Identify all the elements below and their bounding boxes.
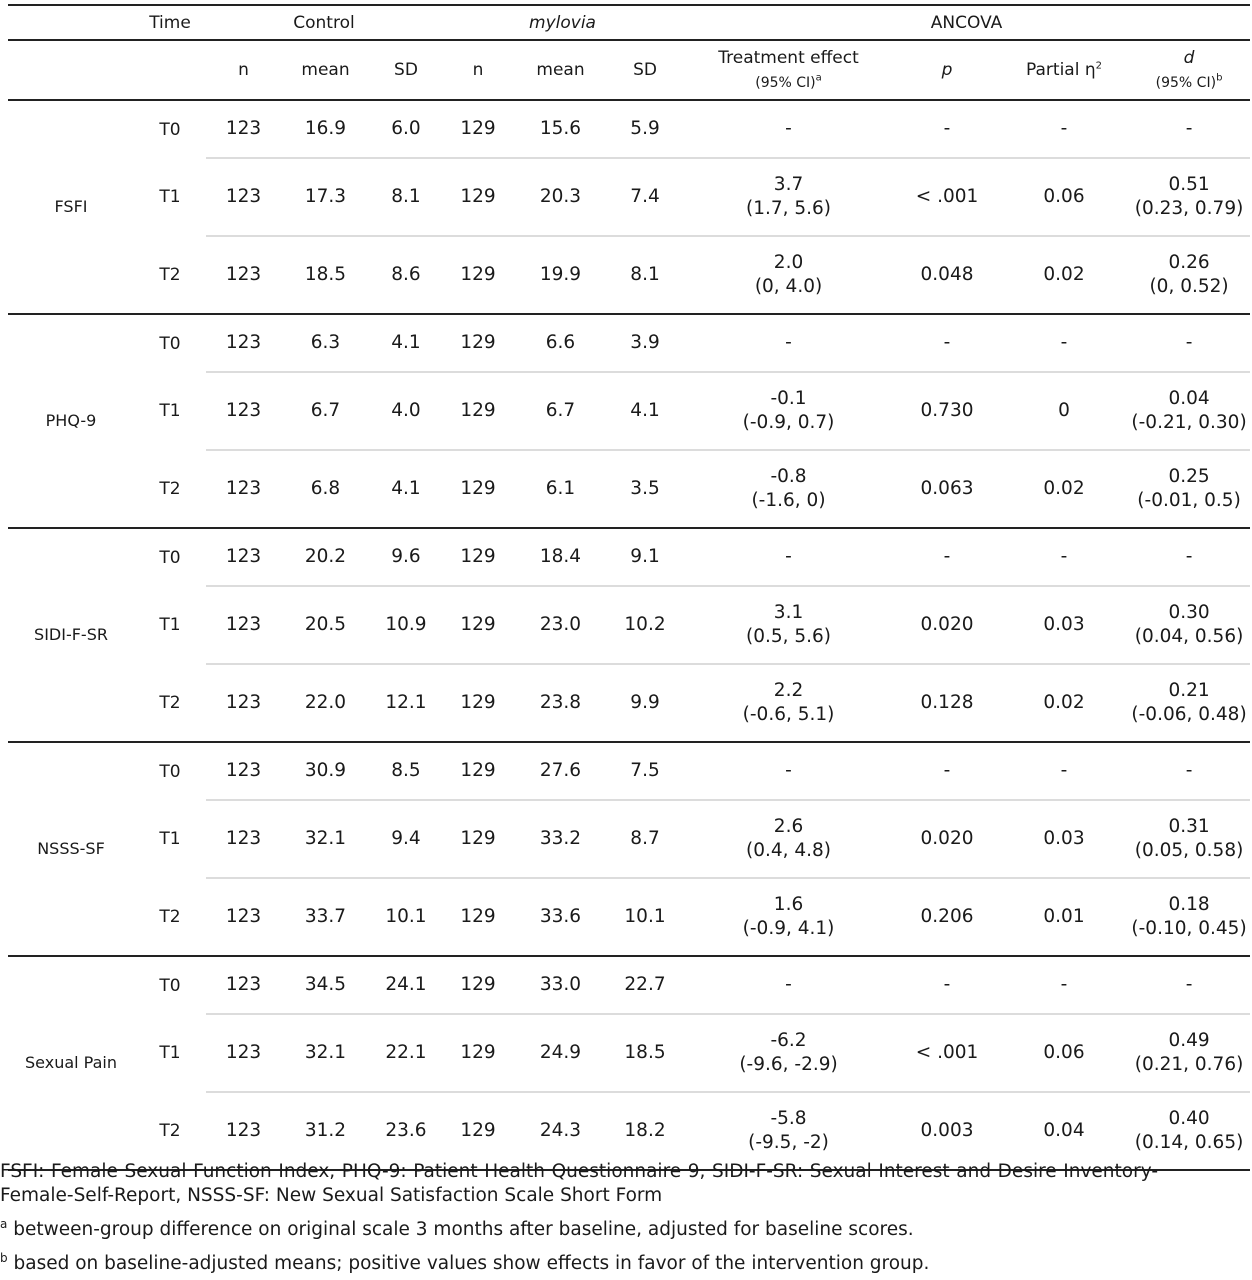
cell-partial-eta: - (1000, 100, 1128, 158)
treatment-effect-ci: (-1.6, 0) (751, 490, 826, 511)
d-value: 0.25 (1168, 466, 1210, 487)
cell-control-mean: 6.7 (281, 372, 370, 450)
cell-control-mean: 6.3 (281, 314, 370, 372)
cell-mylovia-mean: 27.6 (514, 742, 607, 800)
cell-control-n: 123 (206, 742, 281, 800)
treatment-effect-label: Treatment effect (718, 47, 859, 68)
col-control-mean: mean (281, 40, 370, 100)
treatment-effect-value: - (785, 974, 792, 995)
cell-control-sd: 4.0 (370, 372, 442, 450)
table-row (8, 236, 1250, 314)
d-ci: (0.04, 0.56) (1134, 626, 1244, 647)
time-cell: T2 (134, 1092, 206, 1170)
d-value: - (1185, 332, 1193, 353)
cell-control-sd: 23.6 (370, 1092, 442, 1170)
table-row (8, 1014, 1250, 1092)
cell-mylovia-n: 129 (442, 372, 514, 450)
cell-control-sd: 24.1 (370, 956, 442, 1014)
treatment-effect-ci: (1.7, 5.6) (745, 198, 832, 219)
cell-control-sd: 6.0 (370, 100, 442, 158)
treatment-effect-ci-label: (95% CI) (755, 74, 816, 91)
time-cell: T1 (159, 615, 181, 635)
time-cell: T1 (159, 187, 181, 207)
col-treatment-effect (683, 40, 894, 100)
cell-p: - (894, 314, 1000, 372)
cell-d (1128, 664, 1250, 742)
cell-partial-eta: 0.03 (1000, 800, 1128, 878)
cell-control-sd: 22.1 (370, 1014, 442, 1092)
cell-mylovia-mean: 24.3 (514, 1092, 607, 1170)
group-label: SIDI-F-SR (8, 528, 134, 742)
time-cell: T2 (134, 664, 206, 742)
d-value: - (1185, 546, 1193, 567)
footnote-b-mark: b (0, 1251, 8, 1266)
time-cell: T2 (134, 878, 206, 956)
abbreviations-note: FSFI: Female Sexual Function Index, PHQ-9: Patient Health Questionnaire 9, SIDI-F-SR: Sexual Interest and Desire Inventory-Female-Self-Report, NSSS-SF: New Sexual Satisfaction Scale Short Form (0, 1161, 1158, 1206)
d-ci: (0.14, 0.65) (1134, 1132, 1244, 1153)
cell-treatment-effect (683, 450, 894, 528)
cell-d (1128, 1014, 1250, 1092)
cell-control-n: 123 (206, 158, 281, 236)
cell-partial-eta: - (1000, 528, 1128, 586)
cell-mylovia-mean: 24.9 (514, 1014, 607, 1092)
d-ci: (0.05, 0.58) (1134, 840, 1244, 861)
d-value: 0.30 (1168, 602, 1210, 623)
cell-treatment-effect (683, 372, 894, 450)
cell-mylovia-mean: 23.0 (514, 586, 607, 664)
cell-p: < .001 (894, 158, 1000, 236)
cell-mylovia-sd: 18.2 (607, 1092, 683, 1170)
cell-partial-eta: - (1000, 956, 1128, 1014)
cell-mylovia-mean: 23.8 (514, 664, 607, 742)
cell-p: 0.063 (894, 450, 1000, 528)
cell-mylovia-n: 129 (442, 1092, 514, 1170)
time-cell: T2 (134, 450, 206, 528)
footnote-a-marker: a (815, 71, 822, 83)
d-value: 0.51 (1168, 174, 1210, 195)
cell-mylovia-mean: 33.6 (514, 878, 607, 956)
cell-mylovia-mean: 33.2 (514, 800, 607, 878)
cell-mylovia-sd: 9.9 (607, 664, 683, 742)
cell-treatment-effect (683, 586, 894, 664)
cell-control-mean: 20.5 (281, 586, 370, 664)
cell-mylovia-sd: 10.2 (607, 586, 683, 664)
footnote-b-marker: b (1216, 71, 1223, 83)
cell-p: - (894, 100, 1000, 158)
results-table (8, 4, 1250, 1171)
cell-p: - (894, 956, 1000, 1014)
cell-mylovia-n: 129 (442, 664, 514, 742)
cell-treatment-effect (683, 236, 894, 314)
treatment-effect-value: - (785, 332, 792, 353)
cell-mylovia-n: 129 (442, 158, 514, 236)
treatment-effect-ci: (-0.6, 5.1) (742, 704, 835, 725)
time-cell: T0 (159, 119, 181, 140)
cell-mylovia-n: 129 (442, 586, 514, 664)
table-row (8, 956, 1250, 1014)
cell-control-mean: 31.2 (281, 1092, 370, 1170)
partial-eta-label: Partial η (1026, 60, 1096, 80)
cell-mylovia-n: 129 (442, 450, 514, 528)
cell-mylovia-sd: 3.5 (607, 450, 683, 528)
cell-control-sd: 8.1 (370, 158, 442, 236)
table-row (8, 314, 1250, 372)
d-value: 0.21 (1168, 680, 1210, 701)
treatment-effect-value: 2.2 (773, 680, 804, 701)
d-ci: (-0.01, 0.5) (1137, 490, 1241, 511)
cell-control-sd: 12.1 (370, 664, 442, 742)
header-control: Control (206, 5, 442, 40)
cell-d (1128, 1092, 1250, 1170)
d-ci-label: (95% CI) (1155, 74, 1217, 91)
treatment-effect-ci: (-9.5, -2) (748, 1132, 829, 1153)
header-row (8, 5, 1250, 40)
footnote-b-text: based on baseline-adjusted means; positive values show effects in favor of the intervention group. (7, 1253, 930, 1275)
header-mylovia: mylovia (442, 5, 683, 40)
group-label: Sexual Pain (8, 956, 134, 1170)
cell-mylovia-sd: 10.1 (607, 878, 683, 956)
cell-control-mean: 34.5 (281, 956, 370, 1014)
table-row (8, 1092, 1250, 1170)
cell-mylovia-n: 129 (442, 236, 514, 314)
d-value: - (1185, 760, 1193, 781)
cell-control-n: 123 (206, 664, 281, 742)
cell-control-n: 123 (206, 236, 281, 314)
cell-treatment-effect (683, 956, 894, 1014)
col-control-sd: SD (370, 40, 442, 100)
cell-control-sd: 9.6 (370, 528, 442, 586)
cell-partial-eta: 0.01 (1000, 878, 1128, 956)
treatment-effect-ci: (-0.9, 0.7) (742, 412, 835, 433)
d-value: 0.49 (1168, 1030, 1210, 1051)
cell-p: 0.730 (894, 372, 1000, 450)
cell-d (1128, 372, 1250, 450)
d-value: 0.31 (1168, 816, 1210, 837)
cell-mylovia-sd: 8.7 (607, 800, 683, 878)
cell-mylovia-sd: 8.1 (607, 236, 683, 314)
time-cell: T2 (134, 236, 206, 314)
group-label: NSSS-SF (8, 742, 134, 956)
footnote-a-mark: a (0, 1217, 8, 1231)
cell-partial-eta: - (1000, 742, 1128, 800)
cell-mylovia-sd: 18.5 (607, 1014, 683, 1092)
cell-d (1128, 314, 1250, 372)
treatment-effect-ci: (-9.6, -2.9) (739, 1054, 838, 1075)
cell-control-sd: 9.4 (370, 800, 442, 878)
cell-d (1128, 800, 1250, 878)
cell-mylovia-mean: 15.6 (514, 100, 607, 158)
table-row (8, 372, 1250, 450)
cell-mylovia-n: 129 (442, 800, 514, 878)
cell-mylovia-sd: 9.1 (607, 528, 683, 586)
cell-mylovia-mean: 18.4 (514, 528, 607, 586)
cell-partial-eta: 0.02 (1000, 664, 1128, 742)
cell-control-mean: 20.2 (281, 528, 370, 586)
cell-p: - (894, 528, 1000, 586)
cell-mylovia-mean: 33.0 (514, 956, 607, 1014)
treatment-effect-value: 3.1 (773, 602, 804, 623)
table-row (8, 100, 1250, 158)
time-cell: T0 (159, 547, 181, 568)
treatment-effect-ci: (0.4, 4.8) (745, 840, 832, 861)
table-row (8, 742, 1250, 800)
cell-control-mean: 33.7 (281, 878, 370, 956)
time-cell: T1 (159, 1043, 181, 1063)
p-label: p (941, 60, 953, 80)
table-row (8, 586, 1250, 664)
time-cell: T1 (159, 401, 181, 421)
cell-mylovia-mean: 20.3 (514, 158, 607, 236)
cell-mylovia-n: 129 (442, 528, 514, 586)
subheader-row (8, 40, 1250, 100)
cell-partial-eta: 0.02 (1000, 450, 1128, 528)
group-label: FSFI (8, 100, 134, 314)
d-value: 0.18 (1168, 894, 1210, 915)
time-cell: T0 (159, 333, 181, 354)
cell-treatment-effect (683, 878, 894, 956)
cell-control-sd: 10.9 (370, 586, 442, 664)
cell-p: 0.020 (894, 800, 1000, 878)
col-partial-eta (1000, 40, 1128, 100)
cell-p: 0.128 (894, 664, 1000, 742)
header-ancova: ANCOVA (683, 5, 1250, 40)
footnote-b (0, 1246, 1158, 1276)
cell-p: < .001 (894, 1014, 1000, 1092)
cell-mylovia-n: 129 (442, 1014, 514, 1092)
cell-mylovia-n: 129 (442, 956, 514, 1014)
cell-d (1128, 742, 1250, 800)
cell-control-sd: 8.5 (370, 742, 442, 800)
table-row (8, 800, 1250, 878)
cell-treatment-effect (683, 314, 894, 372)
cell-mylovia-sd: 7.5 (607, 742, 683, 800)
cell-d (1128, 450, 1250, 528)
cell-control-n: 123 (206, 1014, 281, 1092)
cell-partial-eta: 0.02 (1000, 236, 1128, 314)
col-mylovia-sd: SD (607, 40, 683, 100)
d-ci: (-0.06, 0.48) (1131, 704, 1247, 725)
cell-control-mean: 30.9 (281, 742, 370, 800)
cell-mylovia-n: 129 (442, 878, 514, 956)
cell-d (1128, 956, 1250, 1014)
d-ci: (0.21, 0.76) (1134, 1054, 1244, 1075)
cell-treatment-effect (683, 1092, 894, 1170)
cell-mylovia-mean: 6.6 (514, 314, 607, 372)
cell-control-n: 123 (206, 1092, 281, 1170)
cell-p: 0.206 (894, 878, 1000, 956)
cell-partial-eta: - (1000, 314, 1128, 372)
treatment-effect-value: 2.0 (773, 252, 804, 273)
cell-control-sd: 4.1 (370, 450, 442, 528)
col-p (894, 40, 1000, 100)
cell-treatment-effect (683, 1014, 894, 1092)
cell-control-sd: 8.6 (370, 236, 442, 314)
header-empty (8, 5, 134, 40)
d-ci: (-0.21, 0.30) (1131, 412, 1247, 433)
treatment-effect-ci: (-0.9, 4.1) (742, 918, 835, 939)
d-ci: (-0.10, 0.45) (1131, 918, 1247, 939)
cell-mylovia-mean: 6.1 (514, 450, 607, 528)
cell-d (1128, 528, 1250, 586)
d-value: 0.40 (1168, 1108, 1210, 1129)
cell-d (1128, 586, 1250, 664)
cell-control-sd: 10.1 (370, 878, 442, 956)
cell-partial-eta: 0.04 (1000, 1092, 1128, 1170)
cell-p: - (894, 742, 1000, 800)
header-time: Time (134, 5, 206, 40)
footnote-a (0, 1212, 1158, 1242)
cell-mylovia-sd: 22.7 (607, 956, 683, 1014)
cell-control-n: 123 (206, 878, 281, 956)
partial-eta-superscript: 2 (1095, 60, 1102, 72)
cell-mylovia-mean: 19.9 (514, 236, 607, 314)
group-label: PHQ-9 (8, 314, 134, 528)
table-row (8, 158, 1250, 236)
table-row (8, 450, 1250, 528)
treatment-effect-value: - (785, 118, 792, 139)
cell-control-n: 123 (206, 528, 281, 586)
treatment-effect-value: 2.6 (773, 816, 804, 837)
cell-control-n: 123 (206, 800, 281, 878)
cell-partial-eta: 0.06 (1000, 158, 1128, 236)
cell-control-n: 123 (206, 450, 281, 528)
d-value: 0.04 (1168, 388, 1210, 409)
d-ci: (0, 0.52) (1149, 276, 1229, 297)
cell-mylovia-mean: 6.7 (514, 372, 607, 450)
treatment-effect-ci: (0, 4.0) (754, 276, 823, 297)
cell-partial-eta: 0 (1000, 372, 1128, 450)
cell-partial-eta: 0.03 (1000, 586, 1128, 664)
time-cell: T0 (159, 975, 181, 996)
treatment-effect-value: 3.7 (773, 174, 804, 195)
cell-control-n: 123 (206, 586, 281, 664)
table-row (8, 878, 1250, 956)
cell-mylovia-sd: 7.4 (607, 158, 683, 236)
table-row (8, 528, 1250, 586)
cell-p: 0.048 (894, 236, 1000, 314)
col-control-n: n (206, 40, 281, 100)
col-mylovia-mean: mean (514, 40, 607, 100)
cell-control-n: 123 (206, 314, 281, 372)
cell-mylovia-n: 129 (442, 314, 514, 372)
treatment-effect-value: - (785, 760, 792, 781)
time-cell: T0 (159, 761, 181, 782)
cell-treatment-effect (683, 528, 894, 586)
cell-mylovia-sd: 5.9 (607, 100, 683, 158)
cell-control-mean: 6.8 (281, 450, 370, 528)
d-value: - (1185, 118, 1193, 139)
cell-control-mean: 32.1 (281, 800, 370, 878)
cell-control-n: 123 (206, 372, 281, 450)
cell-mylovia-n: 129 (442, 100, 514, 158)
d-label: d (1183, 47, 1195, 68)
footnote-a-text: between-group difference on original scale 3 months after baseline, adjusted for baseline scores. (7, 1219, 914, 1241)
cell-d (1128, 878, 1250, 956)
treatment-effect-value: -5.8 (770, 1108, 807, 1129)
treatment-effect-ci: (0.5, 5.6) (745, 626, 832, 647)
cell-control-mean: 18.5 (281, 236, 370, 314)
d-value: 0.26 (1168, 252, 1210, 273)
cell-control-n: 123 (206, 100, 281, 158)
cell-control-sd: 4.1 (370, 314, 442, 372)
cell-treatment-effect (683, 158, 894, 236)
table-row (8, 664, 1250, 742)
col-mylovia-n: n (442, 40, 514, 100)
cell-control-mean: 32.1 (281, 1014, 370, 1092)
cell-p: 0.003 (894, 1092, 1000, 1170)
cell-control-mean: 17.3 (281, 158, 370, 236)
cell-d (1128, 158, 1250, 236)
cell-d (1128, 236, 1250, 314)
cell-d (1128, 100, 1250, 158)
cell-treatment-effect (683, 742, 894, 800)
cell-mylovia-sd: 4.1 (607, 372, 683, 450)
time-cell: T1 (159, 829, 181, 849)
cell-partial-eta: 0.06 (1000, 1014, 1128, 1092)
cell-treatment-effect (683, 100, 894, 158)
cell-control-mean: 16.9 (281, 100, 370, 158)
d-ci: (0.23, 0.79) (1134, 198, 1244, 219)
d-value: - (1185, 974, 1193, 995)
cell-mylovia-sd: 3.9 (607, 314, 683, 372)
col-d (1128, 40, 1250, 100)
treatment-effect-value: 1.6 (773, 894, 804, 915)
treatment-effect-value: -0.8 (770, 466, 807, 487)
treatment-effect-value: -6.2 (770, 1030, 807, 1051)
cell-control-mean: 22.0 (281, 664, 370, 742)
cell-treatment-effect (683, 800, 894, 878)
cell-treatment-effect (683, 664, 894, 742)
cell-p: 0.020 (894, 586, 1000, 664)
cell-control-n: 123 (206, 956, 281, 1014)
cell-mylovia-n: 129 (442, 742, 514, 800)
treatment-effect-value: -0.1 (770, 388, 807, 409)
table-body (8, 100, 1250, 1170)
footnotes (0, 1160, 1158, 1280)
treatment-effect-value: - (785, 546, 792, 567)
